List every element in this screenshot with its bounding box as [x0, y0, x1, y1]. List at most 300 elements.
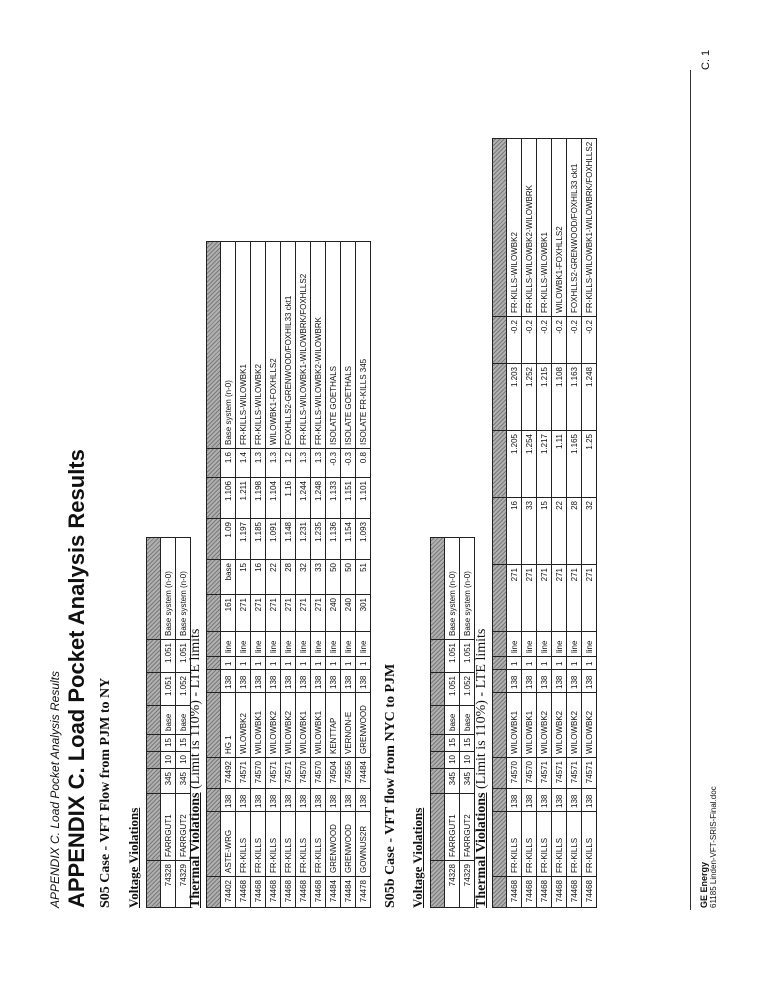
table-cell: 74570 — [522, 758, 537, 789]
table-cell: 345 — [460, 769, 475, 794]
table-cell: 1.093 — [356, 519, 371, 560]
table-cell: FR-KILLS — [537, 812, 552, 877]
table-cell: 10 — [161, 752, 176, 769]
table-cell: line — [281, 632, 296, 657]
table-header-row — [147, 538, 161, 908]
table-row — [236, 242, 251, 908]
table-cell: 138 — [582, 789, 597, 812]
table-header-row — [493, 138, 507, 907]
table-cell: 74492 — [221, 758, 236, 789]
table-cell: FR-KILLS — [236, 812, 251, 877]
table-cell: 271 — [582, 565, 597, 632]
table-cell: 15 — [176, 735, 191, 752]
table-cell: 74571 — [236, 758, 251, 789]
table-cell: WILOWBK2 — [567, 693, 582, 758]
table-cell: 138 — [567, 789, 582, 812]
table-cell: FR-KILLS — [311, 812, 326, 877]
table-cell: 1 — [552, 657, 567, 670]
table-cell: 1.252 — [522, 364, 537, 431]
table-cell: 138 — [356, 789, 371, 812]
table-cell: 32 — [582, 498, 597, 565]
table-cell: 32 — [296, 560, 311, 595]
table-cell: FR-KILLS — [552, 812, 567, 877]
table-cell: 1.106 — [221, 478, 236, 519]
table-cell: 138 — [266, 789, 281, 812]
table-row — [552, 138, 567, 907]
table-cell: line — [266, 632, 281, 657]
table-cell: 15 — [236, 560, 251, 595]
table-cell: 74402 — [221, 877, 236, 908]
table-cell: 1.2 — [281, 449, 296, 478]
table-cell: 74484 — [341, 877, 356, 908]
table-cell: 74468 — [236, 877, 251, 908]
table-cell: 74468 — [311, 877, 326, 908]
table-cell: 74328 — [445, 861, 460, 908]
table-cell: 1.6 — [221, 449, 236, 478]
table-cell: line — [221, 632, 236, 657]
table-cell: FARRGUT1 — [161, 794, 176, 861]
running-head: APPENDIX C. Load Pocket Analysis Results — [48, 671, 62, 908]
table-cell: base — [161, 706, 176, 735]
table-cell: VERNON-E — [341, 693, 356, 758]
table-cell: 1.163 — [567, 364, 582, 431]
table-row — [460, 538, 475, 908]
table-cell: line — [537, 632, 552, 657]
table-cell: 1.165 — [567, 431, 582, 498]
table-cell: 1.091 — [266, 519, 281, 560]
table-cell: 50 — [341, 560, 356, 595]
table-cell: 15 — [460, 735, 475, 752]
table-cell: 138 — [567, 670, 582, 693]
table-cell: WILOWBK1-FOXHLLS2 — [266, 242, 281, 449]
table-cell: ISOLATE FR-KILLS 345 — [356, 242, 371, 449]
table-cell: 74468 — [582, 877, 597, 908]
table-cell: Base system (n-0) — [176, 538, 191, 640]
table-cell: FR-KILLS-WILOWBK1-WILOWBRK/FOXHLLS2 — [582, 138, 597, 316]
table-row — [251, 242, 266, 908]
table-cell: 138 — [507, 789, 522, 812]
table-cell: FOXHLLS2-GRENWOOD/FOXHIL33 ckt1 — [567, 138, 582, 316]
table-cell: Base system (n-0) — [460, 538, 475, 640]
table-cell: 1.133 — [326, 478, 341, 519]
table-cell: 138 — [552, 670, 567, 693]
table-cell: 138 — [356, 670, 371, 693]
table-cell: 1.051 — [161, 640, 176, 673]
table-cell: WILOWBK2 — [281, 693, 296, 758]
table-cell: 138 — [281, 789, 296, 812]
table-cell: 138 — [311, 670, 326, 693]
table-cell: 138 — [266, 670, 281, 693]
table-cell: 10 — [460, 752, 475, 769]
table-cell: GRENWOOD — [326, 812, 341, 877]
table-row — [161, 538, 176, 908]
table-cell: 240 — [341, 595, 356, 632]
table-cell: line — [522, 632, 537, 657]
table-cell: 345 — [176, 769, 191, 794]
table-cell: 138 — [311, 789, 326, 812]
table-cell: Base system (n-0) — [445, 538, 460, 640]
table-cell: FR-KILLS — [522, 812, 537, 877]
table-cell: 1.4 — [236, 449, 251, 478]
table-cell: 271 — [311, 595, 326, 632]
table-cell: 74468 — [552, 877, 567, 908]
table-cell: base — [176, 706, 191, 735]
table-cell: 16 — [251, 560, 266, 595]
table-row — [522, 138, 537, 907]
table-cell: 138 — [537, 670, 552, 693]
table-cell: 1 — [356, 657, 371, 670]
table-cell: FR-KILLS-WILOWBK1 — [236, 242, 251, 449]
table-cell: line — [311, 632, 326, 657]
table-row — [266, 242, 281, 908]
table-cell: WILOWBK1 — [522, 693, 537, 758]
table-cell: 271 — [251, 595, 266, 632]
table-cell: ISOLATE GOETHALS — [326, 242, 341, 449]
table-cell: 138 — [326, 789, 341, 812]
table-cell: 1 — [251, 657, 266, 670]
table-cell: 74571 — [567, 758, 582, 789]
table-cell: 1.3 — [266, 449, 281, 478]
table-cell: 138 — [221, 670, 236, 693]
table-cell: 1.101 — [356, 478, 371, 519]
table-cell: 1 — [567, 657, 582, 670]
table-cell: -0.2 — [522, 317, 537, 364]
table-cell: line — [251, 632, 266, 657]
table-cell: 74556 — [341, 758, 356, 789]
table-cell: line — [326, 632, 341, 657]
s05b-thermal-title — [474, 629, 490, 908]
table-cell: 138 — [582, 670, 597, 693]
table-cell: 1.136 — [326, 519, 341, 560]
table-cell: FARRGUT2 — [460, 794, 475, 861]
table-cell: 1 — [281, 657, 296, 670]
table-cell: 10 — [445, 752, 460, 769]
table-cell: 1 — [296, 657, 311, 670]
table-cell: 74571 — [552, 758, 567, 789]
table-cell: -0.2 — [582, 317, 597, 364]
table-cell: ISOLATE GOETHALS — [341, 242, 356, 449]
s05b-voltage-table — [430, 537, 475, 908]
table-cell: FARRGUT2 — [176, 794, 191, 861]
table-row — [326, 242, 341, 908]
table-cell: line — [341, 632, 356, 657]
table-cell: GRENWOOD — [356, 693, 371, 758]
table-cell: 0.8 — [356, 449, 371, 478]
table-cell: 271 — [507, 565, 522, 632]
table-cell: WILOWBK1 — [296, 693, 311, 758]
table-cell: 74484 — [356, 758, 371, 789]
table-cell: 74468 — [266, 877, 281, 908]
table-header-row — [431, 538, 445, 908]
table-cell: 74570 — [251, 758, 266, 789]
table-cell: 1.3 — [311, 449, 326, 478]
table-cell: 1.051 — [176, 640, 191, 673]
table-cell: WILOWBK2 — [582, 693, 597, 758]
table-cell: 74484 — [326, 877, 341, 908]
table-cell: 1.205 — [507, 431, 522, 498]
footer-file: 61185 Linden-VFT-SRIS-Final.doc — [709, 786, 718, 908]
table-cell: 74468 — [281, 877, 296, 908]
s05-thermal-title — [188, 629, 204, 908]
table-cell: FR-KILLS — [507, 812, 522, 877]
table-cell: HG 1 — [221, 693, 236, 758]
table-cell: 74570 — [507, 758, 522, 789]
table-cell: 1 — [341, 657, 356, 670]
table-cell: 74504 — [326, 758, 341, 789]
table-cell: -0.3 — [341, 449, 356, 478]
table-cell: 1.198 — [251, 478, 266, 519]
table-cell: 74570 — [296, 758, 311, 789]
table-cell: 161 — [221, 595, 236, 632]
table-cell: ASTE-WRG — [221, 812, 236, 877]
s05-thermal-table — [206, 241, 371, 908]
table-cell: 1.254 — [522, 431, 537, 498]
table-cell: FR-KILLS-WILOWBK2-WILOWBRK — [522, 138, 537, 316]
table-cell: WILOWBK1 — [311, 693, 326, 758]
table-cell: WILOWBK2 — [266, 693, 281, 758]
table-cell: Base system (n-0) — [221, 242, 236, 449]
table-cell: 1 — [311, 657, 326, 670]
table-row — [281, 242, 296, 908]
table-cell: 1.244 — [296, 478, 311, 519]
table-cell: 1.248 — [582, 364, 597, 431]
table-cell: 1.151 — [341, 478, 356, 519]
table-cell: 1.108 — [552, 364, 567, 431]
s05-thermal-title-main: Thermal Violations — [188, 792, 203, 908]
table-cell: 74468 — [537, 877, 552, 908]
table-cell: 74571 — [537, 758, 552, 789]
table-cell: 271 — [281, 595, 296, 632]
table-cell: 16 — [507, 498, 522, 565]
table-cell: 1.248 — [311, 478, 326, 519]
table-cell: 74468 — [296, 877, 311, 908]
table-row — [582, 138, 597, 907]
table-cell: 74468 — [251, 877, 266, 908]
table-cell: Base system (n-0) — [161, 538, 176, 640]
table-cell: 1.215 — [537, 364, 552, 431]
s05b-thermal-title-main: Thermal Violations — [474, 792, 489, 908]
table-cell: 138 — [221, 789, 236, 812]
table-cell: 138 — [281, 670, 296, 693]
table-cell: line — [236, 632, 251, 657]
table-cell: 15 — [537, 498, 552, 565]
table-cell: FR-KILLS — [251, 812, 266, 877]
table-cell: 74468 — [567, 877, 582, 908]
table-cell: 1.235 — [311, 519, 326, 560]
table-row — [445, 538, 460, 908]
table-cell: 1.211 — [236, 478, 251, 519]
table-cell: 74328 — [161, 861, 176, 908]
table-cell: 1.11 — [552, 431, 567, 498]
s05-thermal-title-limit: (Limit is 110%) - LTE limits — [188, 628, 203, 789]
table-cell: 74478 — [356, 877, 371, 908]
table-cell: 138 — [537, 789, 552, 812]
table-cell: 138 — [507, 670, 522, 693]
table-cell: 345 — [445, 769, 460, 794]
table-cell: base — [460, 706, 475, 735]
table-cell: 138 — [326, 670, 341, 693]
table-cell: 15 — [445, 735, 460, 752]
table-cell: 271 — [522, 565, 537, 632]
table-cell: FR-KILLS — [296, 812, 311, 877]
table-cell: 74329 — [460, 861, 475, 908]
table-cell: FR-KILLS — [281, 812, 296, 877]
table-row — [507, 138, 522, 907]
table-row — [296, 242, 311, 908]
table-cell: 301 — [356, 595, 371, 632]
table-cell: 33 — [311, 560, 326, 595]
table-cell: 1.25 — [582, 431, 597, 498]
table-cell: WILOWBK1 — [251, 693, 266, 758]
table-cell: 28 — [281, 560, 296, 595]
table-cell: -0.2 — [537, 317, 552, 364]
table-cell: 138 — [251, 670, 266, 693]
table-cell: 1.185 — [251, 519, 266, 560]
table-header-row — [207, 242, 221, 908]
table-row — [537, 138, 552, 907]
table-cell: 271 — [567, 565, 582, 632]
appendix-title: APPENDIX C. Load Pocket Analysis Results — [64, 449, 89, 908]
table-cell: -0.3 — [326, 449, 341, 478]
s05b-voltage-title: Voltage Violations — [410, 807, 425, 908]
table-cell: 51 — [356, 560, 371, 595]
table-cell: 1.051 — [445, 673, 460, 706]
footer-rule — [690, 70, 691, 910]
table-cell: 1.051 — [460, 640, 475, 673]
table-cell: FR-KILLS-WILOWBK2 — [251, 242, 266, 449]
table-cell: 50 — [326, 560, 341, 595]
table-cell: 1.09 — [221, 519, 236, 560]
table-cell: -0.2 — [507, 317, 522, 364]
table-cell: 138 — [522, 670, 537, 693]
table-cell: GOWNUS2R — [356, 812, 371, 877]
table-cell: WILOWBK2 — [537, 693, 552, 758]
table-cell: FR-KILLS — [582, 812, 597, 877]
table-cell: WILOWBK2 — [552, 693, 567, 758]
table-cell: FR-KILLS-WILOWBK2-WILOWBRK — [311, 242, 326, 449]
table-cell: 1 — [221, 657, 236, 670]
table-row — [356, 242, 371, 908]
table-cell: 74468 — [522, 877, 537, 908]
table-cell: FARRGUT1 — [445, 794, 460, 861]
table-cell: 138 — [552, 789, 567, 812]
table-cell: 1.052 — [460, 673, 475, 706]
table-cell: 74468 — [507, 877, 522, 908]
table-cell: 28 — [567, 498, 582, 565]
table-cell: -0.2 — [552, 317, 567, 364]
table-cell: 271 — [266, 595, 281, 632]
s05b-thermal-table — [492, 138, 597, 908]
table-cell: FR-KILLS — [266, 812, 281, 877]
table-cell: 74329 — [176, 861, 191, 908]
table-row — [341, 242, 356, 908]
table-cell: line — [507, 632, 522, 657]
table-cell: 138 — [296, 670, 311, 693]
table-cell: FR-KILLS-WILOWBK2 — [507, 138, 522, 316]
table-cell: 1 — [326, 657, 341, 670]
table-cell: line — [356, 632, 371, 657]
s05-case-title: S05 Case - VFT Flow from PJM to NY — [98, 677, 113, 908]
table-cell: 345 — [161, 769, 176, 794]
table-cell: WILOWBK1 — [507, 693, 522, 758]
table-cell: FR-KILLS-WILOWBK1-WILOWBRK/FOXHLLS2 — [296, 242, 311, 449]
table-cell: FR-KILLS — [567, 812, 582, 877]
table-cell: line — [567, 632, 582, 657]
table-cell: 1.197 — [236, 519, 251, 560]
table-cell: base — [445, 706, 460, 735]
s05-voltage-table — [146, 537, 191, 908]
table-cell: 1.148 — [281, 519, 296, 560]
footer-company: GE Energy — [699, 861, 709, 908]
table-row — [311, 242, 326, 908]
table-cell: 1.217 — [537, 431, 552, 498]
table-cell: line — [552, 632, 567, 657]
table-cell: 1.203 — [507, 364, 522, 431]
s05-voltage-title: Voltage Violations — [126, 807, 141, 908]
table-cell: 138 — [522, 789, 537, 812]
table-cell: 271 — [552, 565, 567, 632]
table-cell: 1 — [507, 657, 522, 670]
table-cell: 271 — [296, 595, 311, 632]
table-cell: 1 — [236, 657, 251, 670]
table-cell: 271 — [537, 565, 552, 632]
table-cell: 1.051 — [161, 673, 176, 706]
table-cell: line — [296, 632, 311, 657]
table-cell: 240 — [326, 595, 341, 632]
table-row — [221, 242, 236, 908]
table-row — [567, 138, 582, 907]
table-cell: 74571 — [281, 758, 296, 789]
table-cell: 15 — [161, 735, 176, 752]
table-cell: 1 — [266, 657, 281, 670]
table-cell: 1.052 — [176, 673, 191, 706]
table-cell: 138 — [296, 789, 311, 812]
table-cell: 33 — [522, 498, 537, 565]
table-cell: 1.16 — [281, 478, 296, 519]
table-cell: base — [221, 560, 236, 595]
table-cell: GRENWOOD — [341, 812, 356, 877]
table-cell: 1.3 — [296, 449, 311, 478]
table-cell: FOXHLLS2-GRENWOOD/FOXHIL33 ckt1 — [281, 242, 296, 449]
table-cell: WLOWBK2 — [236, 693, 251, 758]
table-cell: 22 — [552, 498, 567, 565]
table-cell: 1.104 — [266, 478, 281, 519]
table-cell: 22 — [266, 560, 281, 595]
table-cell: 74571 — [266, 758, 281, 789]
table-cell: 1.231 — [296, 519, 311, 560]
table-cell: 1 — [537, 657, 552, 670]
table-cell: 74570 — [311, 758, 326, 789]
table-cell: 138 — [236, 670, 251, 693]
table-cell: 138 — [251, 789, 266, 812]
page-number: C. 1 — [700, 49, 712, 70]
table-cell: 138 — [236, 789, 251, 812]
table-cell: KENTTAP — [326, 693, 341, 758]
footer — [700, 786, 718, 908]
table-cell: 1.154 — [341, 519, 356, 560]
table-cell: 1 — [522, 657, 537, 670]
table-cell: 1.3 — [251, 449, 266, 478]
table-cell: 74571 — [582, 758, 597, 789]
table-cell: 1.051 — [445, 640, 460, 673]
table-cell: 138 — [341, 670, 356, 693]
table-cell: 10 — [176, 752, 191, 769]
s05b-case-title: S05b Case - VFT flow from NYC to PJM — [383, 663, 398, 908]
table-cell: 1 — [582, 657, 597, 670]
table-cell: -0.2 — [567, 317, 582, 364]
table-cell: line — [582, 632, 597, 657]
table-cell: FR-KILLS-WILOWBK1 — [537, 138, 552, 316]
